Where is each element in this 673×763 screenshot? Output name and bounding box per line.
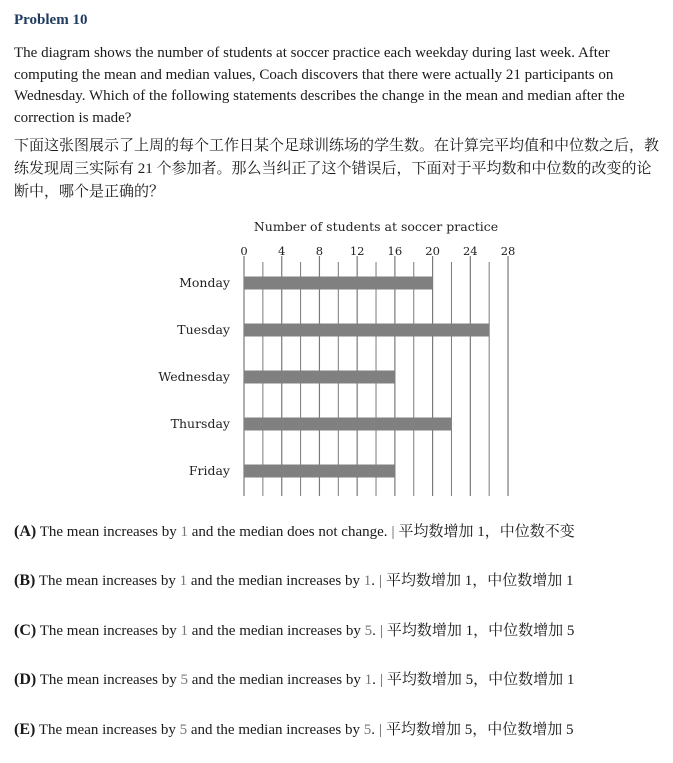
problem-title: Problem 10 [14, 12, 88, 28]
choice-text: . [371, 722, 375, 738]
x-tick-label: 16 [387, 244, 403, 258]
choice-text: The mean increases by [38, 722, 180, 738]
choice-letter: (E) [14, 721, 36, 738]
bar-friday [244, 465, 395, 478]
choice-text: The mean increases by [39, 623, 181, 639]
choice-translation: 平均数增加 1，中位数不变 [398, 524, 575, 540]
divider: | [378, 573, 382, 589]
choice-text: and the median does not change. [187, 524, 388, 540]
category-label: Tuesday [177, 322, 230, 337]
choice-text: The mean increases by [39, 672, 181, 688]
divider: | [391, 524, 395, 540]
divider: | [379, 672, 383, 688]
choice-letter: (C) [14, 622, 37, 639]
choice-b[interactable] [14, 569, 573, 590]
choice-text: and the median increases by [187, 623, 365, 639]
bar-tuesday [244, 324, 489, 337]
choice-number: 1 [363, 573, 372, 589]
category-label: Friday [188, 463, 230, 478]
choice-number: 5 [363, 722, 372, 738]
choice-number: 5 [364, 623, 373, 639]
choice-text: and the median increases by [187, 672, 365, 688]
choice-translation: 平均数增加 1，中位数增加 5 [386, 623, 575, 639]
choice-text: and the median increases by [187, 573, 364, 589]
bar-monday [244, 277, 433, 290]
choice-translation: 平均数增加 5，中位数增加 5 [385, 722, 574, 738]
x-tick-label: 24 [462, 244, 478, 258]
category-label: Thursday [170, 416, 230, 431]
choice-number: 1 [180, 623, 188, 639]
x-tick-label: 20 [425, 244, 440, 258]
choice-text: and the median increases by [187, 722, 364, 738]
x-tick-label: 4 [278, 244, 286, 258]
choice-translation: 平均数增加 1，中位数增加 1 [385, 573, 574, 589]
problem-text-en: The diagram shows the number of students at soccer practice each weekday during last week. After computing the mean and median values, Coach discovers that there were actually 21 participants on Wednesday. Which of the following statements describes the change in the mean and median after the correction is made? [14, 45, 625, 126]
problem-text-zh: 下面这张图展示了上周的每个工作日某个足球训练场的学生数。在计算完平均值和中位数之后，教练发现周三实际有 21 个参加者。那么当纠正了这个错误后，下面对于平均数和中位数的改变的论断中，哪个是正确的？ [14, 138, 660, 200]
choice-number: 5 [179, 722, 188, 738]
divider: | [378, 722, 382, 738]
choice-letter: (A) [14, 523, 37, 540]
divider: | [379, 623, 383, 639]
choice-letter: (B) [14, 572, 36, 589]
choice-text: . [372, 623, 376, 639]
chart-title: Number of students at soccer practice [253, 219, 499, 234]
choice-a[interactable] [14, 520, 575, 541]
choice-number: 5 [180, 672, 188, 688]
choice-e[interactable] [14, 718, 573, 739]
choice-text: . [372, 672, 376, 688]
bar-chart [0, 210, 673, 500]
category-label: Wednesday [158, 369, 230, 384]
x-tick-label: 8 [315, 244, 324, 258]
choice-text: . [371, 573, 375, 589]
choice-text: The mean increases by [38, 573, 180, 589]
category-label: Monday [179, 275, 230, 290]
choice-translation: 平均数增加 5，中位数增加 1 [386, 672, 575, 688]
choice-d[interactable] [14, 668, 574, 689]
choice-c[interactable] [14, 619, 574, 640]
bar-thursday [244, 418, 451, 431]
choice-number: 1 [364, 672, 373, 688]
choice-letter: (D) [14, 671, 37, 688]
x-tick-label: 0 [240, 244, 248, 258]
bar-wednesday [244, 371, 395, 384]
x-tick-label: 12 [349, 244, 365, 258]
choice-number: 1 [179, 573, 188, 589]
x-tick-label: 28 [500, 244, 516, 258]
choice-number: 1 [180, 524, 188, 540]
choice-text: The mean increases by [39, 524, 181, 540]
